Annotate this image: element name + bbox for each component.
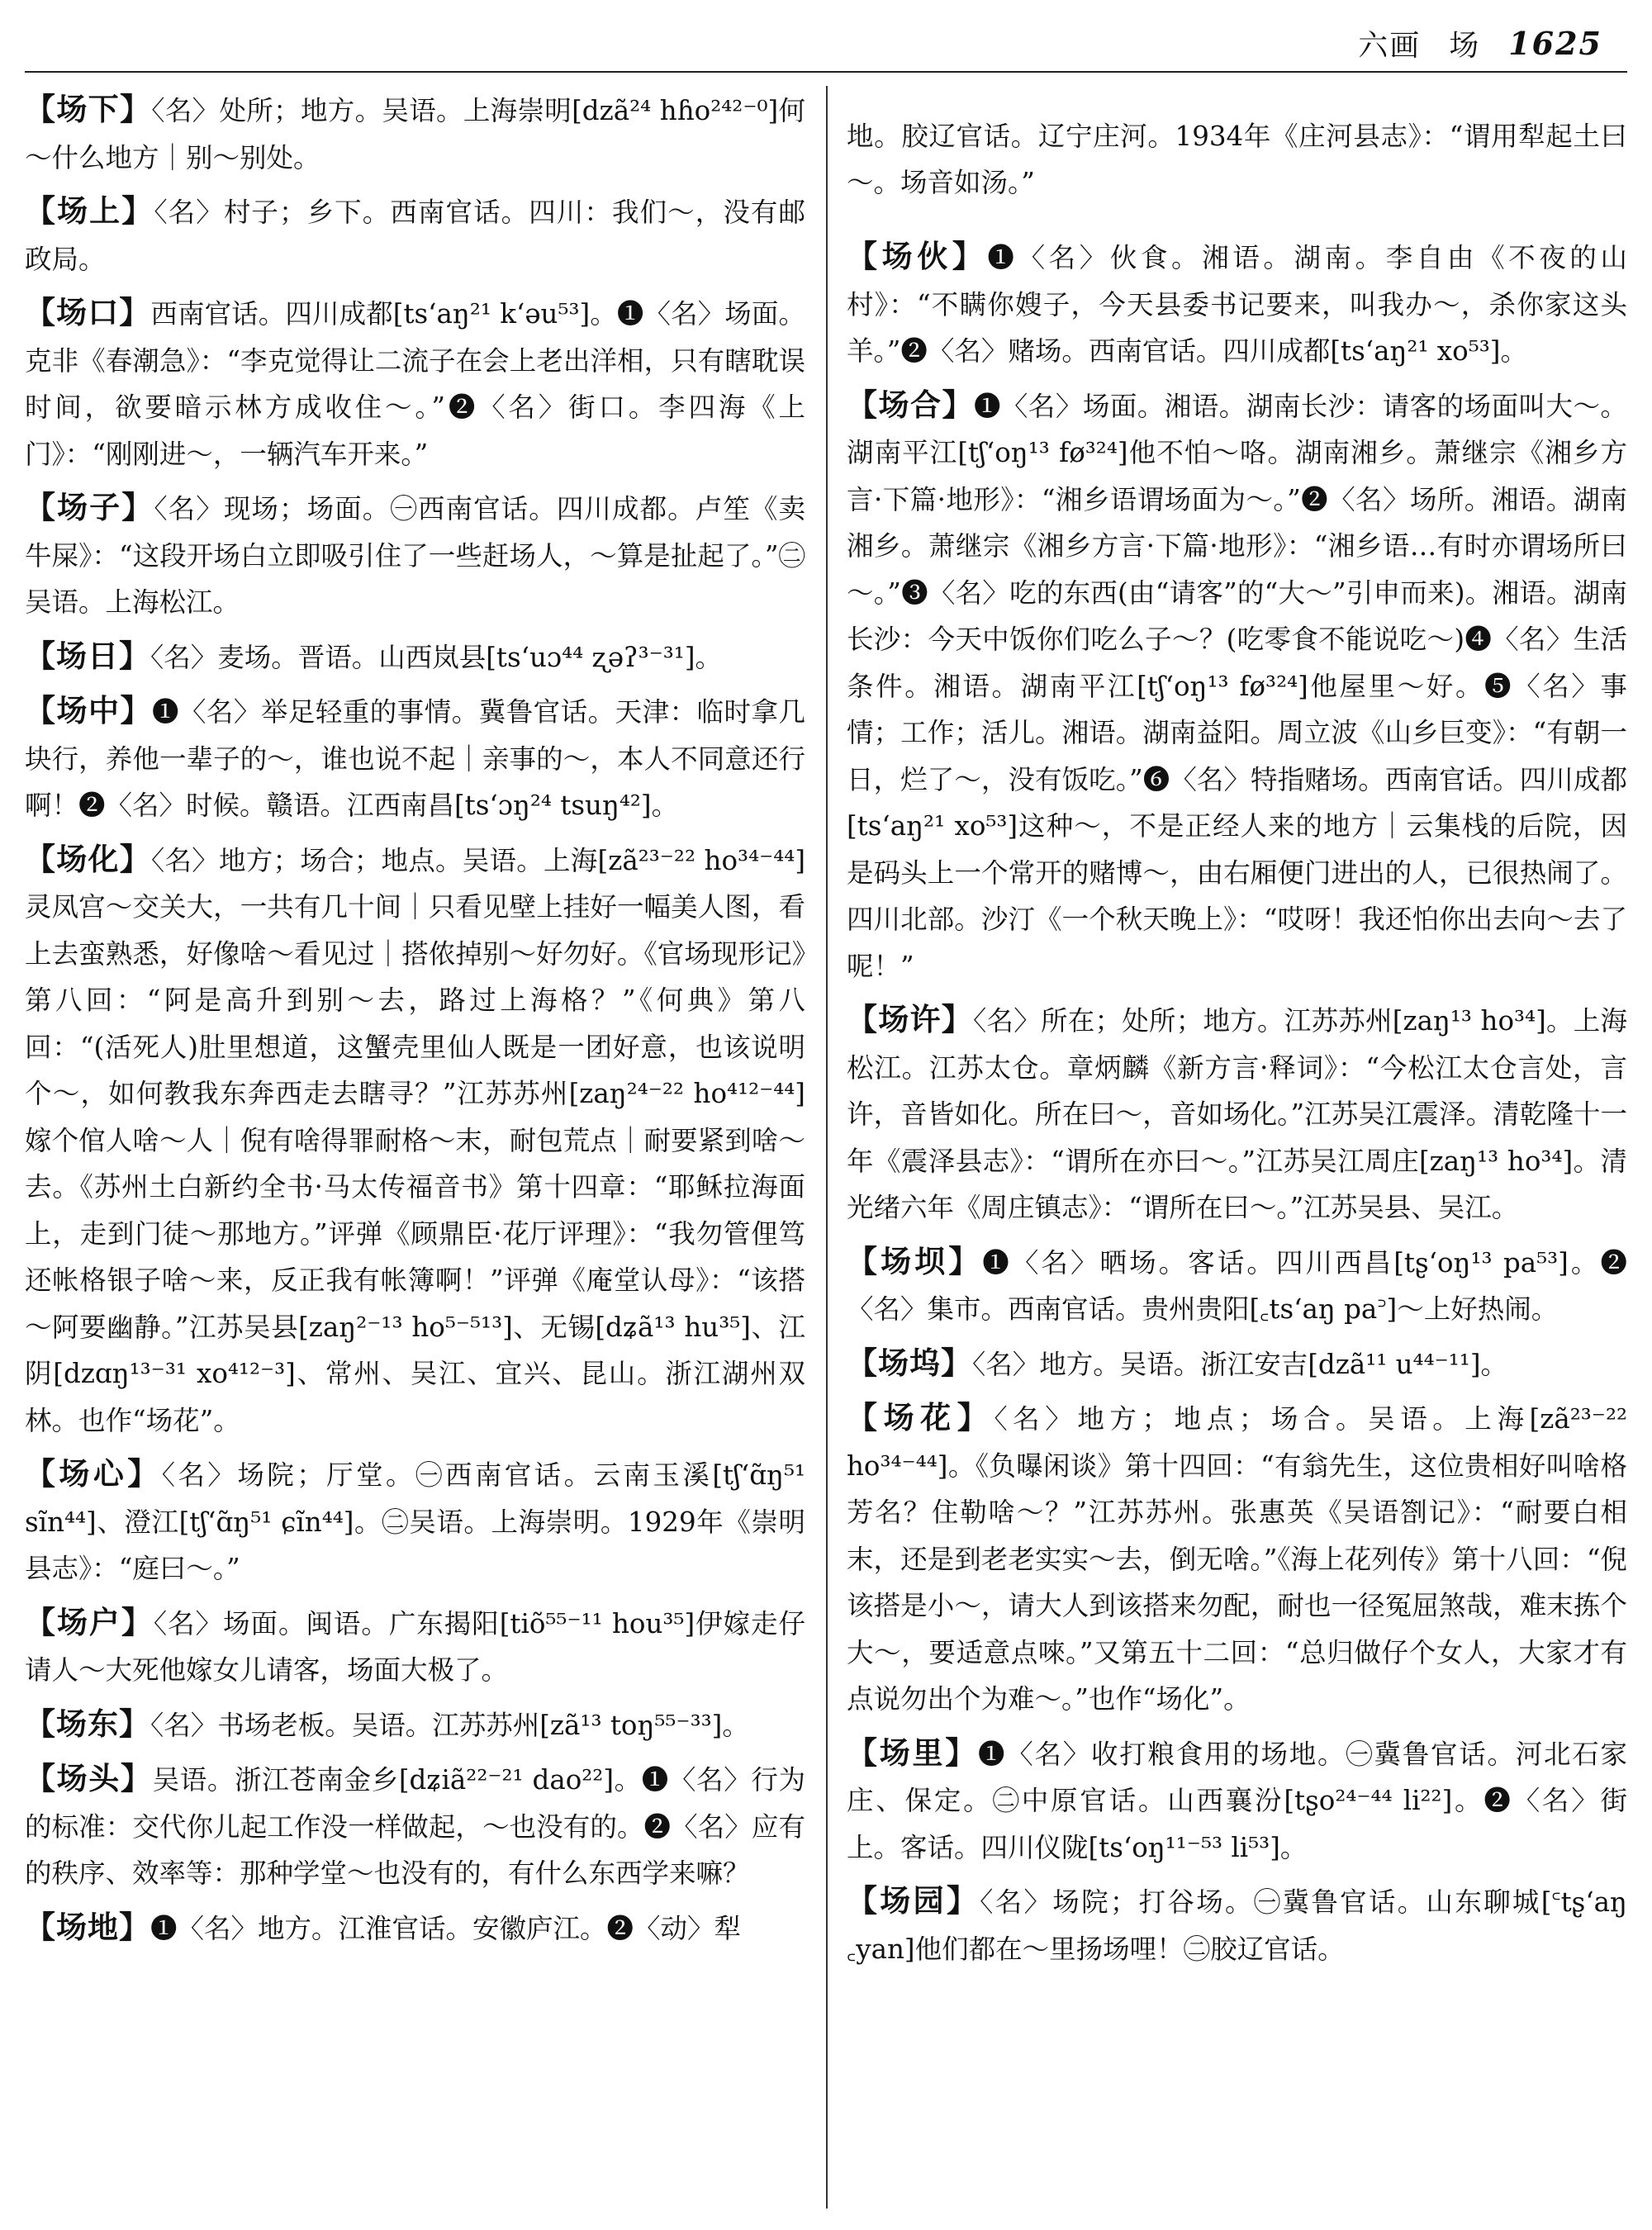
continued-text [847, 113, 1627, 206]
headword: 【场口】 [25, 294, 151, 330]
definition: 〈名〉场面。闽语。广东揭阳[tiõ⁵⁵⁻¹¹ hou³⁵]伊嫁走仔请人～大死他嫁女儿请客，场面大极了。 [25, 1607, 806, 1686]
section-label: 六画 [1358, 28, 1422, 63]
headword: 【场头】 [25, 1760, 153, 1796]
definition: 〈名〉所在；处所；地方。江苏苏州[zaŋ¹³ ho³⁴]。上海松江。江苏太仓。章炳麟《新方言·释词》：“今松江太仓言处，言许，音皆如化。所在曰～，音如场化。”江苏吴江震泽。清乾隆十一年《震泽县志》：“谓所在亦曰～。”江苏吴江周庄[zaŋ¹³ ho³⁴]。清光绪六年《周庄镇志》：“谓所在曰～。”江苏吴县、吴江。 [847, 1005, 1628, 1223]
dictionary-entry [25, 484, 805, 626]
headword: 【场户】 [25, 1603, 154, 1640]
headword: 【场花】 [847, 1399, 995, 1435]
running-head [1140, 18, 1602, 68]
dictionary-entry [847, 233, 1627, 375]
headword: 【场子】 [25, 489, 154, 525]
dictionary-entry [25, 187, 805, 282]
headword: 【场地】 [25, 1908, 150, 1945]
dictionary-entry [25, 633, 805, 681]
dictionary-entry [847, 1394, 1627, 1723]
dictionary-entry [25, 1755, 805, 1897]
page-number: 1625 [1508, 24, 1602, 62]
definition: ❶〈名〉伙食。湘语。湖南。李自由《不夜的山村》：“不瞒你嫂子，今天县委书记要来，叫我办～，杀你家这头羊。”❷〈名〉赌场。西南官话。四川成都[ts‘aŋ²¹ xo⁵³]。 [847, 242, 1627, 367]
dictionary-entry [25, 1599, 805, 1694]
dictionary-entry [25, 289, 805, 477]
definition: 西南官话。四川成都[ts‘aŋ²¹ k‘əu⁵³]。❶〈名〉场面。克非《春潮急》：“李克觉得让二流子在会上老出洋相，只有瞎耽误时间，欲要暗示林方成收住～。”❷〈名〉街口。李四海《上门》：“刚刚进～，一辆汽车开来。” [25, 298, 806, 470]
definition: 〈名〉书场老板。吴语。江苏苏州[zã¹³ toŋ⁵⁵⁻³³]。 [150, 1709, 749, 1741]
left-column [25, 86, 805, 1958]
dictionary-entry [847, 1877, 1627, 1972]
headword: 【场伙】 [847, 238, 988, 274]
right-column [847, 86, 1627, 1979]
dictionary-entry [847, 996, 1627, 1231]
definition: 吴语。浙江苍南金乡[dʑiã²²⁻²¹ dao²²]。❶〈名〉行为的标准：交代你儿起工作没一样做起，～也没有的。❷〈名〉应有的秩序、效率等：那种学堂～也没有的，有什么东西学来嘛？ [25, 1764, 805, 1889]
headword: 【场合】 [847, 386, 974, 423]
definition: ❶〈名〉地方。江淮官话。安徽庐江。❷〈动〉犁 [150, 1912, 742, 1944]
definition: ❶〈名〉举足轻重的事情。冀鲁官话。天津：临时拿几块行，养他一辈子的～，谁也说不起｜亲事的～，本人不同意还行啊！❷〈名〉时候。赣语。江西南昌[ts‘ɔŋ²⁴ tsuŋ⁴²]。 [25, 696, 805, 821]
dictionary-entry [25, 1701, 805, 1749]
headword: 【场东】 [25, 1705, 150, 1742]
definition: 〈名〉地方；场合；地点。吴语。上海[zã²³⁻²² ho³⁴⁻⁴⁴]灵凤宫～交关大，一共有几十间｜只看见壁上挂好一幅美人图，看上去蛮熟悉，好像啥～看见过｜搭侬掉别～好勿好。《官场现形记》第八回：“阿是高升到别～去，路过上海格？”《何典》第八回：“(活死人)肚里想道，这蟹壳里仙人既是一团好意，也该说明个～，如何教我东奔西走去瞎寻？”江苏苏州[zaŋ²⁴⁻²² ho⁴¹²⁻⁴⁴]嫁个倌人啥～人｜倪有啥得罪耐格～末，耐包荒点｜耐要紧到啥～去。《苏州土白新约全书·马太传福音书》第十四章：“耶稣拉海面上，走到门徒～那地方。”评弹《顾鼎臣·花厅评理》：“我勿管俚笃还帐格银子啥～来，反正我有帐簿啊！”评弹《庵堂认母》：“该搭～阿要幽静。”江苏吴县[zaŋ²⁻¹³ ho⁵⁻⁵¹³]、无锡[dʑã¹³ hu³⁵]、江阴[dzɑŋ¹³⁻³¹ xo⁴¹²⁻³]、常州、吴江、宜兴、昆山。浙江湖州双林。也作“场花”。 [25, 844, 806, 1436]
dictionary-entry [847, 1238, 1627, 1333]
column-divider [826, 86, 828, 2209]
dictionary-entry [25, 687, 805, 829]
headword: 【场中】 [25, 692, 152, 728]
headword: 【场化】 [25, 840, 152, 877]
headword: 【场上】 [25, 192, 154, 229]
running-head-character: 场 [1449, 28, 1481, 63]
definition: 〈名〉现场；场面。㊀西南官话。四川成都。卢笙《卖牛屎》：“这段开场白立即吸引住了一些赶场人，～算是扯起了。”㊁吴语。上海松江。 [25, 493, 805, 618]
headword: 【场坞】 [847, 1344, 972, 1381]
definition: 〈名〉场院；厅堂。㊀西南官话。云南玉溪[tʃ‘ɑ̃ŋ⁵¹ sĩn⁴⁴]、澄江[tʃ‘ɑ̃ŋ⁵¹ ɕĩn⁴⁴]。㊁吴语。上海崇明。1929年《崇明县志》：“庭曰～。” [25, 1459, 805, 1584]
dictionary-entry [847, 1729, 1627, 1872]
dictionary-entry [25, 86, 805, 181]
dictionary-entry [25, 836, 805, 1445]
definition: 〈名〉村子；乡下。西南官话。四川：我们～，没有邮政局。 [25, 197, 805, 275]
headword: 【场许】 [847, 1001, 974, 1037]
definition: ❶〈名〉晒场。客话。四川西昌[tʂ‘oŋ¹³ pa⁵³]。❷〈名〉集市。西南官话。贵州贵阳[꜀ts‘aŋ pa꜄]～上好热闹。 [847, 1246, 1627, 1325]
definition: 〈名〉麦场。晋语。山西岚县[ts‘uɔ⁴⁴ ʐəʔ³⁻³¹]。 [150, 641, 723, 673]
headword: 【场心】 [25, 1455, 162, 1492]
headword: 【场园】 [847, 1882, 980, 1919]
dictionary-entry [847, 382, 1627, 990]
definition: ❶〈名〉收打粮食用的场地。㊀冀鲁官话。河北石家庄、保定。㊁中原官话。山西襄汾[tʂo²⁴⁻⁴⁴ li²²]。❷〈名〉街上。客话。四川仪陇[ts‘oŋ¹¹⁻⁵³ li⁵³]。 [847, 1738, 1627, 1863]
definition: 〈名〉地方；地点；场合。吴语。上海[zã²³⁻²² ho³⁴⁻⁴⁴]。《负曝闲谈》第十四回：“有翁先生，这位贵相好叫啥格芳名？住勒啥～？”江苏苏州。张惠英《吴语劄记》：“耐要白相末，还是到老老实实～去，倒无啥。”《海上花列传》第十八回：“倪该搭是小～，请大人到该搭来勿配，耐也一径冤屈煞哉，难末拣个大～，要适意点唻。”又第五十二回：“总归做仔个女人，大家才有点说勿出个为难～。”也作“场化”。 [847, 1403, 1627, 1715]
headword: 【场里】 [847, 1734, 978, 1771]
headword: 【场坝】 [847, 1242, 983, 1279]
dictionary-entry [25, 1904, 805, 1952]
definition: 〈名〉处所；地方。吴语。上海崇明[dzã²⁴ hɦo²⁴²⁻⁰]何～什么地方｜别～别处。 [25, 95, 806, 173]
definition: ❶〈名〉场面。湘语。湖南长沙：请客的场面叫大～。湖南平江[tʃ‘oŋ¹³ fø³²⁴]他不怕～咯。湖南湘乡。萧继宗《湘乡方言·下篇·地形》：“湘乡语谓场面为～。”❷〈名〉场所。湘语。湖南湘乡。萧继宗《湘乡方言·下篇·地形》：“湘乡语…有时亦谓场所曰～。”❸〈名〉吃的东西(由“请客”的“大～”引申而来)。湘语。湖南长沙：今天中饭你们吃么子～？(吃零食不能说吃～)❹〈名〉生活条件。湘语。湖南平江[tʃ‘oŋ¹³ fø³²⁴]他屋里～好。❺〈名〉事情；工作；活儿。湘语。湖南益阳。周立波《山乡巨变》：“有朝一日，烂了～，没有饭吃。”❻〈名〉特指赌场。西南官话。四川成都[ts‘aŋ²¹ xo⁵³]这种～，不是正经人来的地方｜云集栈的后院，因是码头上一个常开的赌博～，由右厢便门进出的人，已很热闹了。四川北部。沙汀《一个秋天晚上》：“哎呀！我还怕你出去向～去了呢！” [847, 390, 1627, 982]
headword: 【场日】 [25, 637, 150, 674]
definition: 〈名〉场院；打谷场。㊀冀鲁官话。山东聊城[꜂tʂ‘aŋ ꜀yan]他们都在～里扬场哩！㊁胶辽官话。 [847, 1886, 1627, 1965]
dictionary-entry [25, 1450, 805, 1592]
header-rule [25, 71, 1627, 73]
definition: 〈名〉地方。吴语。浙江安吉[dzã¹¹ u⁴⁴⁻¹¹]。 [972, 1348, 1508, 1380]
dictionary-entry [847, 1340, 1627, 1388]
continuation-paragraph: 地。胶辽官话。辽宁庄河。1934年《庄河县志》：“谓用犁起土曰～。场音如汤。” [847, 120, 1627, 198]
headword: 【场下】 [25, 91, 152, 127]
